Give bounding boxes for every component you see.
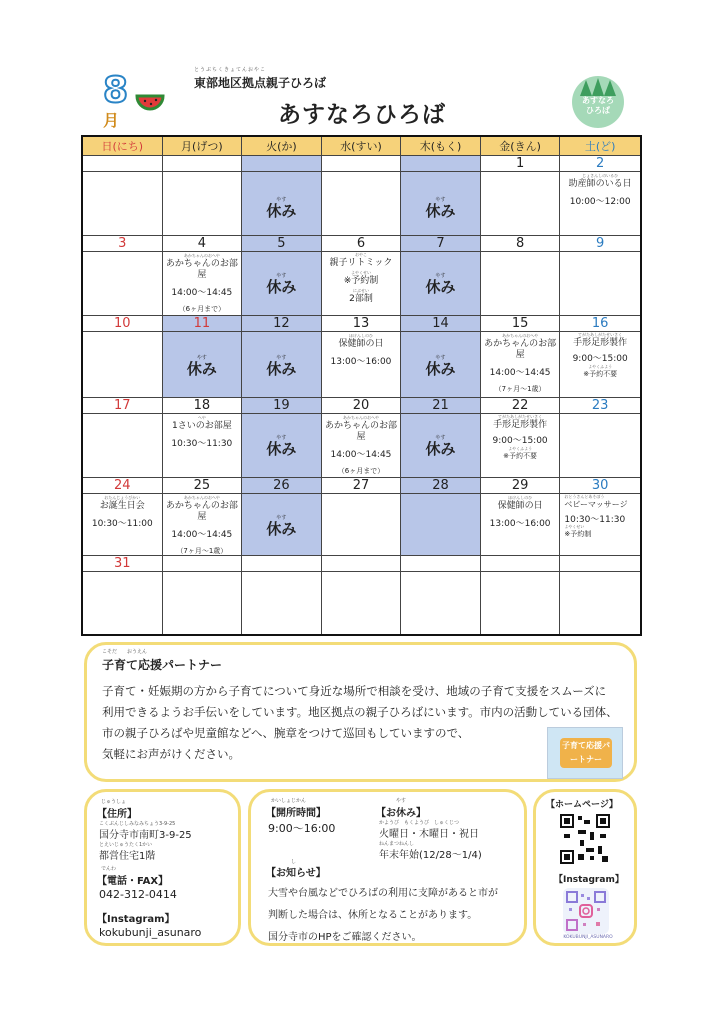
day-number: 10 — [83, 316, 162, 332]
day-number: 15 — [481, 316, 560, 332]
calendar-week — [83, 478, 640, 556]
closed-label: 休み — [425, 440, 456, 458]
day-cell — [322, 556, 402, 634]
closed-label: 休み — [425, 278, 456, 296]
day-number — [322, 156, 401, 172]
hours-box — [248, 789, 527, 946]
weekday-wed: 水(すい) — [322, 137, 402, 156]
notice-label-ruby: し — [291, 859, 297, 865]
day-number: 25 — [163, 478, 242, 494]
day-number: 21 — [401, 398, 480, 414]
partner-title-ruby: こそだ おうえん — [102, 649, 148, 655]
event: あかちゃんのおへや あかちゃんのお部屋 14:00～14:45 （6ヶ月まで） — [165, 253, 238, 314]
day-cell — [481, 236, 561, 315]
day-cell-closed — [163, 316, 243, 397]
day-cell — [401, 556, 481, 634]
day-number — [401, 556, 480, 572]
partner-line: 子育て・妊娠期の方から子育てについて身近な場所で相談を受け、地域の子育て支援をスムーズに — [102, 684, 607, 698]
day-cell — [322, 316, 402, 397]
day-cell — [83, 236, 163, 315]
day-cell — [481, 556, 561, 634]
month-number: 8 — [103, 70, 129, 111]
partner-line: 利用できるようお手伝いをしています。地区拠点の親子ひろばにいます。市内の活動している団体、 — [102, 705, 618, 719]
day-number: 16 — [560, 316, 640, 332]
day-number — [560, 556, 640, 572]
closed-ruby: やす — [196, 355, 207, 361]
day-number — [163, 156, 242, 172]
day-cell — [481, 478, 561, 555]
day-cell-closed — [242, 398, 322, 477]
event: あかちゃんのおへや あかちゃんのお部屋 14:00～14:45 （6ヶ月まで） — [324, 415, 397, 476]
notice-line2: 判断した場合は、休所となることがあります。 — [268, 910, 478, 921]
day-number — [163, 556, 242, 572]
closed-year-end: 年末年始(12/28～1/4) — [379, 850, 482, 861]
day-cell — [481, 398, 561, 477]
day-cell-closed — [401, 398, 481, 477]
day-number: 2 — [560, 156, 640, 172]
address-line1-ruby: こくぶんじしみなみちょう3-9-25 — [99, 821, 176, 827]
address-line2: 都営住宅1階 — [99, 851, 156, 862]
day-number: 31 — [83, 556, 162, 572]
page-title: あすなろひろば — [278, 102, 446, 128]
closed-ruby: やす — [276, 273, 287, 279]
closed-days: 火曜日・木曜日・祝日 — [379, 829, 479, 840]
day-number: 28 — [401, 478, 480, 494]
subtitle-ruby: とうぶちくきょてんおやこ — [194, 67, 267, 73]
day-number: 23 — [560, 398, 640, 414]
day-cell — [322, 236, 402, 315]
closed-ruby: やす — [276, 435, 287, 441]
closed-ruby: やす — [276, 355, 287, 361]
notice-label: 【お知らせ】 — [266, 868, 326, 879]
partner-armband-image — [547, 727, 623, 779]
instagram-label: 【Instagram】 — [97, 914, 175, 925]
day-number: 7 — [401, 236, 480, 252]
closed-label: 休み — [186, 360, 217, 378]
calendar-week — [83, 236, 640, 316]
instagram-qr-label: 【Instagram】 — [554, 875, 624, 885]
day-cell-closed — [242, 236, 322, 315]
day-cell — [560, 556, 640, 634]
day-number: 3 — [83, 236, 162, 252]
day-number — [83, 156, 162, 172]
day-cell-closed — [242, 316, 322, 397]
event: おたんじょうびかい お誕生日会 10:30～11:00 — [91, 495, 153, 529]
day-number — [401, 156, 480, 172]
day-number — [481, 556, 560, 572]
homepage-label: 【ホームページ】 — [546, 800, 618, 810]
day-number: 12 — [242, 316, 321, 332]
closed-ruby: やす — [435, 273, 446, 279]
day-number: 29 — [481, 478, 560, 494]
day-cell-closed — [401, 316, 481, 397]
address-label: 【住所】 — [97, 809, 137, 820]
phone-label: 【電話・FAX】 — [97, 876, 169, 887]
day-number: 8 — [481, 236, 560, 252]
address-label-ruby: じゅうしょ — [101, 799, 127, 805]
closed-label: 休み — [266, 440, 297, 458]
closed-label: 休み — [266, 202, 297, 220]
calendar-week — [83, 156, 640, 236]
closed-year-ruby: ねんまつねんし — [379, 841, 415, 847]
day-cell — [83, 478, 163, 555]
day-number: 26 — [242, 478, 321, 494]
sns-box — [533, 789, 637, 946]
day-number: 22 — [481, 398, 560, 414]
open-label-ruby: かいしょじかん — [271, 798, 307, 804]
closed-label: 休み — [266, 360, 297, 378]
event: あかちゃんのおへや あかちゃんのお部屋 14:00～14:45 （7ヶ月～1歳） — [484, 333, 557, 394]
event: おとうさんとあそぼう ベビーマッサージ 10:30～11:30 よやくせい ※予約制 — [564, 494, 628, 539]
calendar-week — [83, 316, 640, 398]
day-cell — [322, 156, 402, 235]
weekday-mon: 月(げつ) — [163, 137, 243, 156]
partner-box — [84, 642, 637, 782]
weekday-tue: 火(か) — [242, 137, 322, 156]
day-number: 4 — [163, 236, 242, 252]
subtitle: 東部地区拠点親子ひろば — [194, 76, 327, 90]
month-suffix: 月 — [103, 111, 120, 130]
event: あかちゃんのおへや あかちゃんのお部屋 14:00～14:45 （7ヶ月～1歳） — [165, 495, 238, 556]
calendar-week — [83, 398, 640, 478]
day-cell — [481, 316, 561, 397]
closed-label: 休み — [266, 278, 297, 296]
closed-label: 休み — [425, 360, 456, 378]
day-cell-closed — [401, 478, 481, 555]
day-cell — [83, 316, 163, 397]
closed-ruby: やす — [435, 197, 446, 203]
day-number: 5 — [242, 236, 321, 252]
instagram-caption: KOKUBUNJI_ASUNARO — [563, 935, 613, 940]
day-cell — [163, 556, 243, 634]
weekday-sun: 日(にち) — [83, 137, 163, 156]
day-number: 1 — [481, 156, 560, 172]
instagram-id: kokubunji_asunaro — [99, 926, 202, 939]
notice-line1: 大雪や台風などでひろばの利用に支障があると市が — [268, 888, 498, 899]
day-cell — [83, 398, 163, 477]
day-cell — [560, 156, 640, 235]
phone-number: 042-312-0414 — [99, 888, 177, 901]
address-box — [84, 789, 241, 946]
day-cell — [163, 236, 243, 315]
event: てがたあしがたせいさく 手形足形製作 9:00～15:00 よやくふよう ※予約不要 — [492, 414, 548, 460]
event: へや 1さいのお部屋 10:30～11:30 — [171, 415, 233, 449]
day-number — [322, 556, 401, 572]
day-number: 13 — [322, 316, 401, 332]
day-cell — [163, 156, 243, 235]
day-number: 30 — [560, 478, 640, 494]
day-cell — [322, 398, 402, 477]
day-cell — [83, 556, 163, 634]
day-number: 20 — [322, 398, 401, 414]
day-cell — [163, 398, 243, 477]
day-cell — [481, 156, 561, 235]
weekday-thu: 木(もく) — [401, 137, 481, 156]
day-cell-closed — [242, 156, 322, 235]
phone-label-ruby: でんわ — [101, 866, 117, 872]
closed-ruby: やす — [276, 197, 287, 203]
address-line2-ruby: とえいじゅうたく1かい — [99, 842, 153, 848]
partner-line: 市の親子ひろばや児童館などへ、腕章をつけて巡回もしていますので、 — [102, 726, 470, 740]
day-cell-closed — [401, 156, 481, 235]
closed-label: 休み — [266, 520, 297, 538]
day-number: 9 — [560, 236, 640, 252]
homepage-qr-code[interactable] — [560, 814, 610, 864]
day-cell-closed — [401, 236, 481, 315]
notice-line3: 国分寺市のHPをご確認ください。 — [268, 932, 422, 943]
weekday-header — [83, 137, 640, 156]
open-label: 【開所時間】 — [266, 808, 326, 819]
day-number: 24 — [83, 478, 162, 494]
event: ほけんしのひ 保健師の日 13:00～16:00 — [489, 495, 551, 529]
closed-label: 休み — [425, 202, 456, 220]
asunaro-logo — [568, 74, 628, 128]
day-number: 19 — [242, 398, 321, 414]
day-cell — [163, 478, 243, 555]
day-number: 11 — [163, 316, 242, 332]
event: じょさんしのいるひ 助産師のいる日 10:00～12:00 — [568, 173, 632, 207]
event: ほけんしのひ 保健師の日 13:00～16:00 — [330, 333, 392, 367]
logo-text: あすなろ ひろば — [582, 96, 614, 115]
address-line1: 国分寺市南町3-9-25 — [99, 830, 192, 841]
calendar-week — [83, 556, 640, 634]
watermelon-icon — [135, 92, 165, 118]
day-number: 18 — [163, 398, 242, 414]
calendar — [81, 135, 642, 636]
instagram-qr-code[interactable] — [563, 888, 609, 934]
event: てがたあしがたせいさく 手形足形製作 9:00～15:00 よやくふよう ※予約不要 — [572, 332, 628, 378]
closed-ruby: やす — [435, 435, 446, 441]
closed-ruby: やす — [435, 355, 446, 361]
day-cell — [322, 478, 402, 555]
weekday-sat: 土(ど) — [584, 140, 616, 153]
closed-ruby: やす — [276, 515, 287, 521]
day-number: 14 — [401, 316, 480, 332]
day-cell — [560, 316, 640, 397]
partner-line: 気軽にお声がけください。 — [102, 747, 240, 761]
closed-days-label-ruby: やす — [396, 798, 407, 804]
day-number: 6 — [322, 236, 401, 252]
day-number: 27 — [322, 478, 401, 494]
closed-days-ruby: かようび もくようび しゅくじつ — [379, 820, 460, 826]
day-number: 17 — [83, 398, 162, 414]
day-number — [242, 156, 321, 172]
day-cell — [560, 236, 640, 315]
event: おやこ 親子リトミック よやくせい ※予約制 にぶせい 2部制 — [329, 252, 393, 304]
month-badge — [95, 68, 167, 130]
armband-text: 子育て応援パートナー — [560, 738, 612, 768]
weekday-fri: 金(きん) — [481, 137, 561, 156]
day-number — [242, 556, 321, 572]
day-cell — [560, 398, 640, 477]
day-cell — [560, 478, 640, 555]
partner-title: 子育て応援パートナー — [102, 658, 223, 672]
day-cell-closed — [242, 478, 322, 555]
day-cell — [242, 556, 322, 634]
closed-days-label: 【お休み】 — [376, 808, 426, 819]
open-time: 9:00～16:00 — [268, 822, 336, 835]
day-cell — [83, 156, 163, 235]
